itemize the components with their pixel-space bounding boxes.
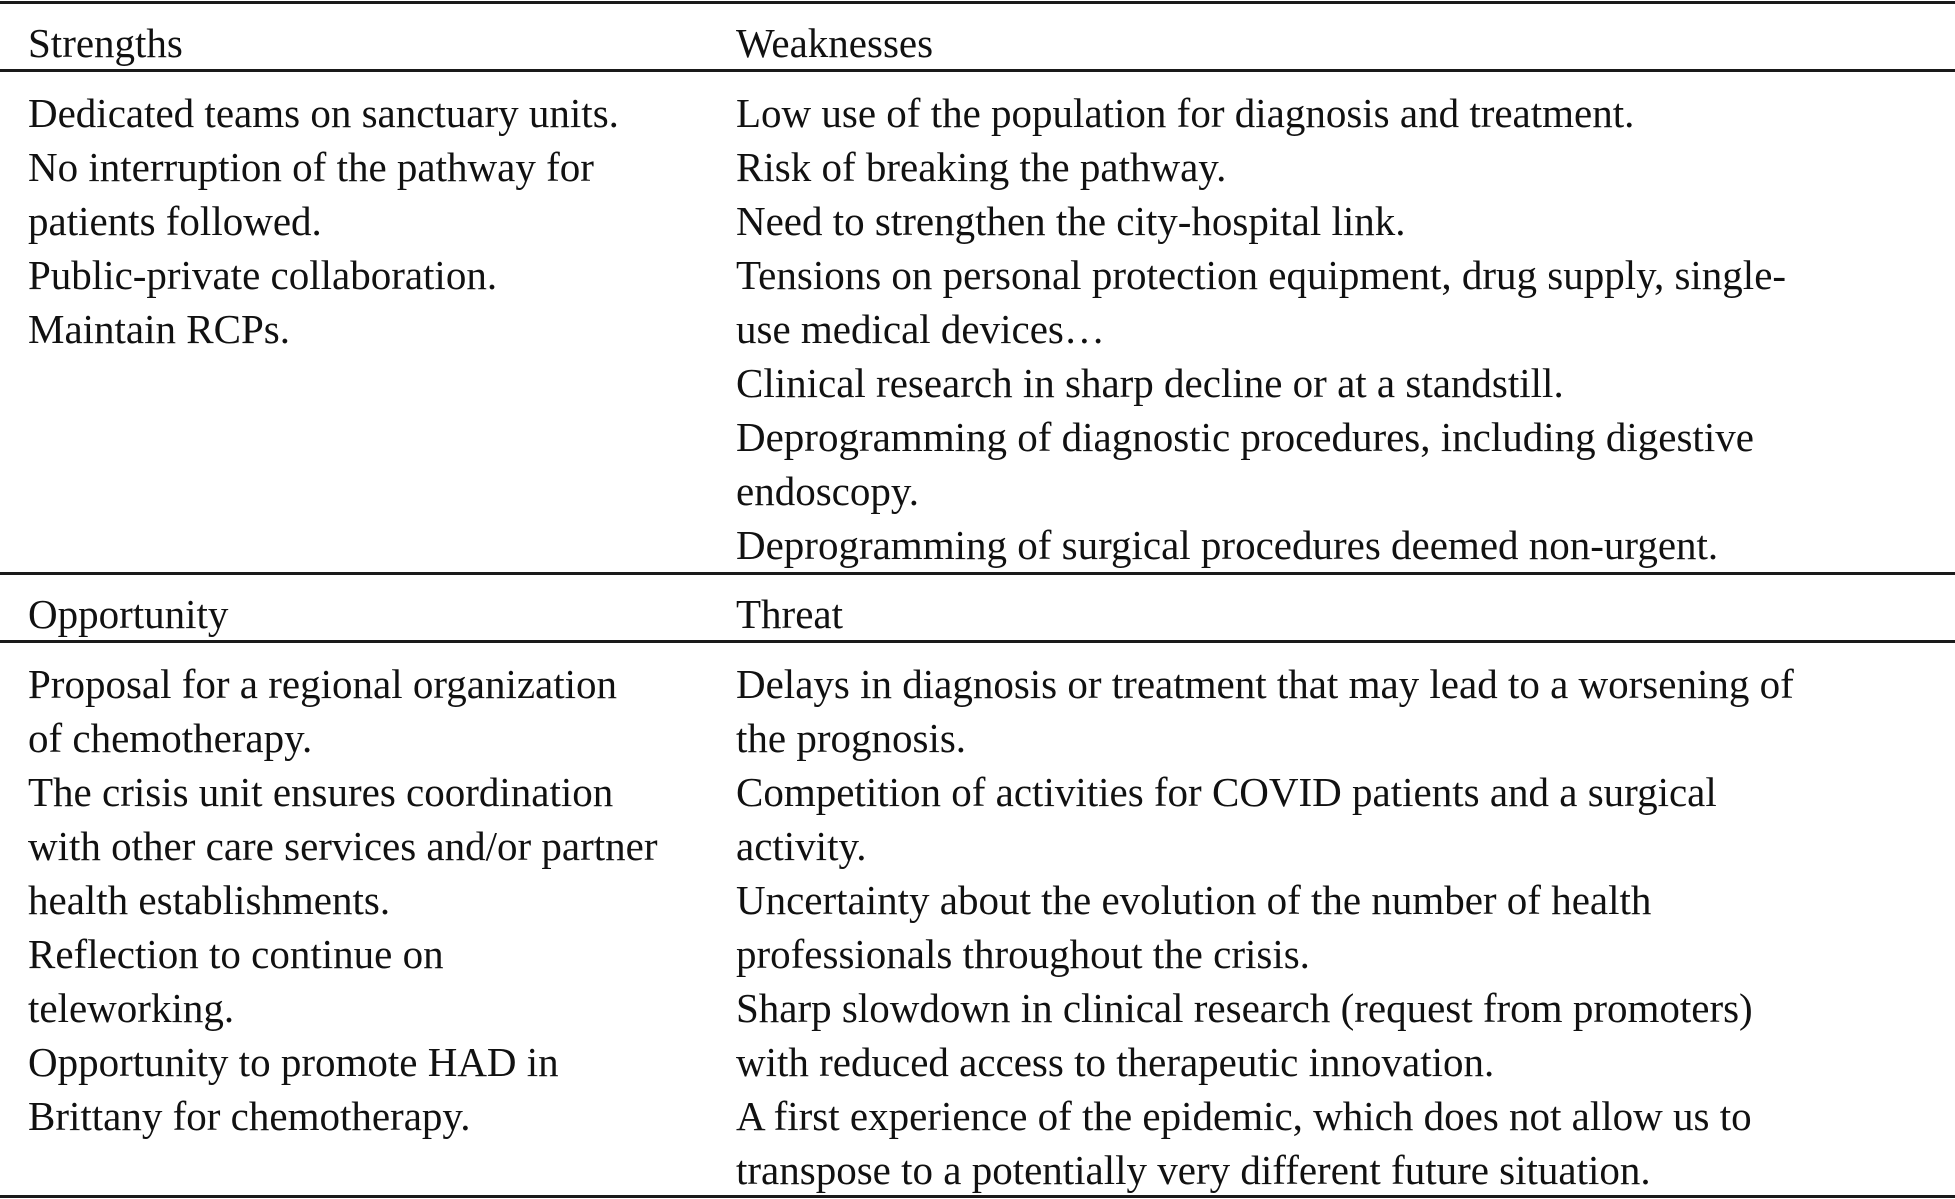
section-divider-rule [0, 572, 1955, 575]
weaknesses-line: Deprogramming of diagnostic procedures, including digestive [736, 414, 1754, 460]
opportunity-cell [28, 657, 658, 1143]
strengths-line: Maintain RCPs. [28, 306, 290, 352]
opportunity-line: Reflection to continue on [28, 931, 444, 977]
weaknesses-line: Clinical research in sharp decline or at a standstill. [736, 360, 1564, 406]
threat-header: Threat [736, 591, 843, 637]
threat-line: professionals throughout the crisis. [736, 931, 1310, 977]
threat-line: Delays in diagnosis or treatment that may lead to a worsening of [736, 661, 1794, 707]
weaknesses-header: Weaknesses [736, 20, 934, 66]
table-top-rule [0, 1, 1955, 4]
header-rule-top [0, 69, 1955, 72]
weaknesses-line: use medical devices… [736, 306, 1105, 352]
header-rule-bottom [0, 640, 1955, 643]
weaknesses-line: Risk of breaking the pathway. [736, 144, 1227, 190]
opportunity-line: The crisis unit ensures coordination [28, 769, 614, 815]
opportunity-line: teleworking. [28, 985, 235, 1031]
opportunity-line: with other care services and/or partner [28, 823, 658, 869]
strengths-line: No interruption of the pathway for [28, 144, 594, 190]
threat-line: A first experience of the epidemic, which does not allow us to [736, 1093, 1752, 1139]
threat-line: Uncertainty about the evolution of the number of health [736, 877, 1652, 923]
weaknesses-line: Need to strengthen the city-hospital link. [736, 198, 1406, 244]
opportunity-header: Opportunity [28, 591, 229, 637]
strengths-header: Strengths [28, 20, 183, 66]
weaknesses-line: Tensions on personal protection equipment, drug supply, single- [736, 252, 1787, 298]
threat-line: with reduced access to therapeutic innovation. [736, 1039, 1495, 1085]
threat-line: Competition of activities for COVID patients and a surgical [736, 769, 1717, 815]
strengths-line: patients followed. [28, 198, 322, 244]
weaknesses-cell [736, 86, 1786, 572]
strengths-line: Public-private collaboration. [28, 252, 498, 298]
opportunity-line: health establishments. [28, 877, 391, 923]
strengths-cell [28, 86, 619, 356]
table-bottom-rule [0, 1195, 1955, 1198]
opportunity-line: Brittany for chemotherapy. [28, 1093, 471, 1139]
weaknesses-line: endoscopy. [736, 468, 919, 514]
threat-line: the prognosis. [736, 715, 967, 761]
weaknesses-line: Deprogramming of surgical procedures deemed non-urgent. [736, 522, 1719, 568]
opportunity-line: Opportunity to promote HAD in [28, 1039, 559, 1085]
strengths-line: Dedicated teams on sanctuary units. [28, 90, 619, 136]
threat-line: Sharp slowdown in clinical research (request from promoters) [736, 985, 1753, 1031]
weaknesses-line: Low use of the population for diagnosis and treatment. [736, 90, 1635, 136]
threat-line: transpose to a potentially very different future situation. [736, 1147, 1651, 1193]
threat-line: activity. [736, 823, 867, 869]
opportunity-line: Proposal for a regional organization [28, 661, 618, 707]
opportunity-line: of chemotherapy. [28, 715, 313, 761]
threat-cell [736, 657, 1794, 1197]
